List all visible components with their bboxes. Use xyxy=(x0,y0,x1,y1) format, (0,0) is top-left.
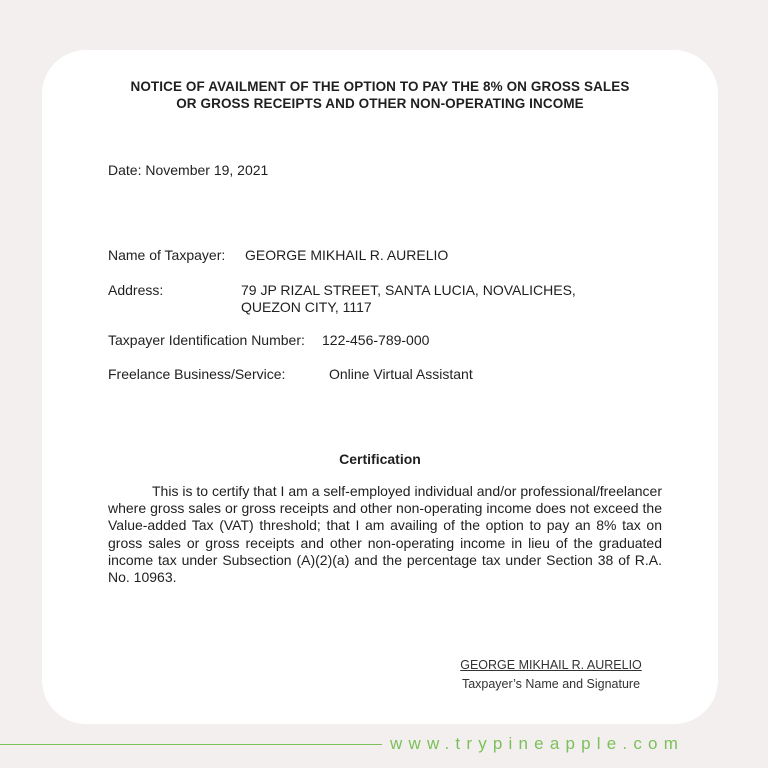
taxpayer-name-row xyxy=(108,247,449,264)
tin-row xyxy=(108,332,430,349)
title-line-1: NOTICE OF AVAILMENT OF THE OPTION TO PAY THE 8% ON GROSS SALES xyxy=(130,79,630,94)
address-row xyxy=(108,282,576,315)
tin-value: 122-456-789-000 xyxy=(322,332,430,348)
tin-label: Taxpayer Identification Number: xyxy=(108,332,305,348)
certification-heading: Certification xyxy=(339,451,421,467)
taxpayer-name-value: GEORGE MIKHAIL R. AURELIO xyxy=(245,247,449,263)
document-title xyxy=(102,78,658,112)
address-label: Address: xyxy=(108,282,164,298)
taxpayer-name-label: Name of Taxpayer: xyxy=(108,247,226,263)
footer-divider xyxy=(0,744,382,745)
business-value: Online Virtual Assistant xyxy=(329,366,473,382)
document-card xyxy=(42,50,718,724)
title-line-2: OR GROSS RECEIPTS AND OTHER NON-OPERATING INCOME xyxy=(176,96,584,111)
signature-name: GEORGE MIKHAIL R. AURELIO xyxy=(460,658,642,672)
footer-website-url[interactable]: www.trypineapple.com xyxy=(390,734,685,753)
address-line-1: 79 JP RIZAL STREET, SANTA LUCIA, NOVALICHES, xyxy=(241,282,576,298)
business-row xyxy=(108,366,473,383)
signature-caption: Taxpayer’s Name and Signature xyxy=(461,677,641,691)
certification-body: This is to certify that I am a self-employed individual and/or professional/freelancer where gross sales or gross receipts and other non-operating income does not exceed the Value-added Tax (VAT) threshold; that I am availing of the option to pay an 8% tax on gross sales or gross receipts and other non-operating income in lieu of the graduated income tax under Subsection (A)(2)(a) and the percentage tax under Section 38 of R.A. No. 10963. xyxy=(108,483,662,586)
address-line-2: QUEZON CITY, 1117 xyxy=(241,299,372,315)
business-label: Freelance Business/Service: xyxy=(108,366,286,382)
date-line: Date: November 19, 2021 xyxy=(108,162,269,178)
